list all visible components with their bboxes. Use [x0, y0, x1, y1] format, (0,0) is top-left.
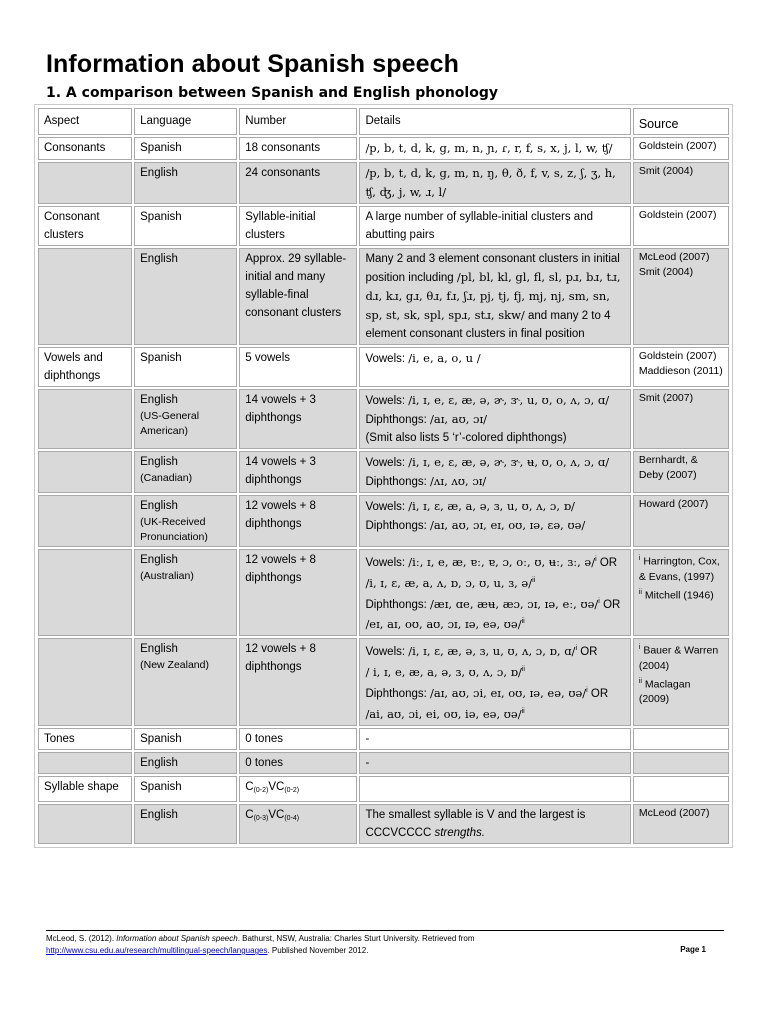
diphthongs-line	[365, 682, 624, 703]
source-line	[639, 551, 723, 585]
number-cell: 12 vowels + 8 diphthongs	[239, 638, 357, 725]
language-name: English	[140, 500, 178, 512]
number-cell: Syllable-initial clusters	[239, 206, 357, 246]
ipa-text: /aɪ, aʊ, ɔɪ, eɪ, oʊ, ɪə, ɛə, ʊə/	[430, 518, 586, 532]
aspect-cell	[38, 804, 132, 844]
language-cell: Spanish	[134, 728, 237, 750]
or-label: OR	[590, 687, 609, 700]
aspect-cell	[38, 162, 132, 204]
footer-url-link[interactable]: http://www.csu.edu.au/research/multilingual-speech/languages	[46, 946, 268, 955]
source-cell	[633, 776, 729, 802]
source-line: Smit (2004)	[638, 266, 694, 278]
diphthongs-label: Diphthongs:	[365, 598, 427, 611]
source-cell: Smit (2007)	[633, 389, 729, 449]
footnote-marker: ii	[638, 677, 642, 685]
ipa-text: /aɪ, aʊ, ɔɪ/	[430, 412, 488, 426]
language-cell: Spanish	[134, 137, 237, 160]
source-text: Harrington, Cox, & Evans, (1997)	[638, 555, 720, 583]
aspect-cell	[38, 549, 132, 636]
language-cell: Spanish	[134, 776, 237, 802]
ipa-text: /eɪ, aɪ, oʊ, aʊ, ɔɪ, ɪə, eə, ʊə/	[365, 617, 522, 632]
header-details: Details	[359, 108, 630, 135]
diphthongs-line	[365, 410, 624, 429]
vowels-line	[365, 640, 624, 661]
details-text: Many 2 and 3 element consonant clusters in initial position including	[365, 253, 620, 284]
footnote-marker: ii	[521, 618, 525, 626]
footer-work-title: Information about Spanish speech	[116, 934, 238, 943]
number-cell	[239, 776, 357, 802]
table-row	[38, 638, 729, 725]
footnote-marker: i	[638, 555, 641, 562]
vowels-line	[365, 572, 624, 593]
aspect-cell: Consonant clusters	[38, 206, 132, 246]
source-text: Bauer & Warren (2004)	[638, 644, 719, 672]
source-cell: Howard (2007)	[633, 495, 729, 547]
diphthongs-line	[365, 472, 624, 491]
details-cell	[359, 638, 630, 725]
details-text: and many 2 to 4 element consonant clusters in final position	[365, 310, 611, 340]
footnote-marker: i	[575, 645, 577, 653]
syllable-vc-range: (0-4)	[284, 814, 300, 822]
number-cell: 0 tones	[239, 728, 357, 750]
details-cell	[359, 162, 630, 204]
vowels-label: Vowels:	[365, 353, 406, 365]
footer-author: McLeod, S. (2012).	[46, 934, 115, 943]
table-row	[38, 549, 729, 636]
footnote-marker: ii	[638, 588, 642, 596]
language-cell: English	[134, 248, 237, 345]
phonology-table-frame	[34, 104, 733, 848]
number-cell: Approx. 29 syllable-initial and many syllable-final consonant clusters	[239, 248, 357, 345]
footer-citation	[46, 933, 724, 957]
source-cell: Bernhardt, & Deby (2007)	[633, 451, 729, 493]
source-cell	[633, 549, 729, 636]
header-language: Language	[134, 108, 237, 135]
ipa-text: /aɪ, aʊ, ɔi, eɪ, oʊ, ɪə, eə, ʊə/	[430, 685, 587, 700]
details-cell	[359, 248, 630, 345]
syllable-c: C	[245, 808, 254, 821]
vowels-line	[365, 551, 624, 572]
or-label: OR	[603, 598, 621, 611]
vowels-label: Vowels:	[365, 457, 406, 469]
page-title: Information about Spanish speech	[46, 50, 459, 78]
aspect-cell: Tones	[38, 728, 132, 750]
number-cell: 5 vowels	[239, 347, 357, 387]
details-note: (Smit also lists 5 ‘r’-colored diphthongs)	[365, 432, 567, 444]
vowels-line	[365, 497, 624, 516]
header-number: Number	[239, 108, 357, 135]
vowels-line	[365, 661, 624, 682]
diphthongs-line	[365, 516, 624, 535]
page-number: Page 1	[680, 945, 706, 954]
footnote-marker: ii	[532, 576, 536, 584]
language-cell: English	[134, 162, 237, 204]
details-cell	[359, 347, 630, 387]
number-cell: 12 vowels + 8 diphthongs	[239, 495, 357, 547]
ipa-text: /p, b, t, d, k, g, m, n, ɲ, ɾ, r, f, s, x, j, l, w, ʧ/	[365, 141, 613, 155]
details-cell	[359, 549, 630, 636]
language-cell	[134, 549, 237, 636]
details-cell	[359, 451, 630, 493]
source-cell	[633, 752, 729, 774]
vowels-label: Vowels:	[365, 646, 406, 659]
footnote-marker: ii	[521, 666, 525, 674]
vowels-line	[365, 391, 624, 410]
source-cell: Goldstein (2007)	[633, 137, 729, 160]
diphthongs-label: Diphthongs:	[365, 414, 427, 426]
header-aspect: Aspect	[38, 108, 132, 135]
diphthongs-label: Diphthongs:	[365, 687, 427, 700]
vowels-label: Vowels:	[365, 395, 406, 407]
source-cell: Goldstein (2007)	[633, 206, 729, 246]
vowels-label: Vowels:	[365, 501, 406, 513]
details-cell: -	[359, 728, 630, 750]
table-row	[38, 451, 729, 493]
table-row	[38, 752, 729, 774]
syllable-vc-range: (0-2)	[284, 786, 300, 794]
header-source: Source	[633, 108, 729, 135]
language-variety: (New Zealand)	[140, 659, 209, 672]
footnote-marker: i	[638, 644, 641, 652]
table-header-row	[38, 108, 729, 135]
vowels-label: Vowels:	[365, 556, 406, 569]
number-cell: 14 vowels + 3 diphthongs	[239, 389, 357, 449]
source-cell	[633, 347, 729, 387]
ipa-text: /i, ɪ, e, ɛ, æ, ə, ɚ, ɝ, ʉ, ʊ, o, ʌ, ɔ, ɑ/	[408, 455, 610, 469]
ipa-text: /æɪ, ɑe, æʉ, æɔ, ɔɪ, ɪə, eː, ʊə/	[430, 596, 599, 611]
source-cell: McLeod (2007)	[633, 804, 729, 844]
footer-published: . Published November 2012.	[267, 946, 369, 955]
source-line	[639, 674, 723, 708]
ipa-text: /pl, bl, kl, gl, fl, sl, pɹ, bɹ, tɹ, dɹ, kɹ, gɹ, θɹ, fɹ, ʃɹ, pj, tj, fj, mj, nj, sm, sn, sp, st, sk, spl, spɹ, stɹ, skw/	[365, 270, 621, 322]
diphthongs-line	[365, 613, 624, 634]
footnote-marker: i	[586, 686, 588, 694]
ipa-text: /p, b, t, d, k, g, m, n, ŋ, θ, ð, f, v, s, z, ʃ, ʒ, h, ʧ, ʤ, j, w, ɹ, l/	[365, 166, 616, 199]
aspect-cell	[38, 752, 132, 774]
syllable-vc: VC	[268, 780, 285, 793]
language-variety: (Canadian)	[140, 472, 193, 484]
ipa-text: /i, ɪ, ɛ, æ, a, ə, ɜ, u, ʊ, ʌ, ɔ, ɒ/	[408, 499, 575, 513]
language-variety: (UK-Received Pronunciation)	[140, 516, 208, 543]
source-text: Mitchell (1946)	[644, 589, 714, 601]
language-cell: Spanish	[134, 206, 237, 246]
ipa-text: / i, ɪ, e, æ, a, ə, ɜ, ʊ, ʌ, ɔ, ɒ/	[365, 664, 522, 679]
aspect-cell	[38, 638, 132, 725]
language-cell: English	[134, 804, 237, 844]
aspect-cell: Vowels and diphthongs	[38, 347, 132, 387]
diphthongs-line	[365, 593, 624, 614]
language-cell	[134, 495, 237, 547]
diphthongs-label: Diphthongs:	[365, 520, 427, 532]
number-cell	[239, 804, 357, 844]
details-cell	[359, 137, 630, 160]
footnote-marker: i	[598, 597, 600, 605]
ipa-text: /i, ɪ, ɛ, æ, ə, ɜ, u, ʊ, ʌ, ɔ, ɒ, ɑ/	[408, 644, 576, 659]
aspect-cell	[38, 248, 132, 345]
or-label: OR	[580, 646, 598, 659]
section-title: 1. A comparison between Spanish and English phonology	[46, 85, 498, 101]
table-row	[38, 495, 729, 547]
language-name: English	[140, 643, 178, 656]
aspect-cell: Syllable shape	[38, 776, 132, 802]
number-cell: 14 vowels + 3 diphthongs	[239, 451, 357, 493]
syllable-vc: VC	[268, 808, 285, 821]
aspect-cell	[38, 495, 132, 547]
source-line	[639, 585, 723, 604]
ipa-text: /i, e, a, o, u /	[408, 351, 481, 365]
source-line: Maddieson (2011)	[638, 365, 723, 377]
number-cell: 18 consonants	[239, 137, 357, 160]
number-cell: 12 vowels + 8 diphthongs	[239, 549, 357, 636]
details-cell	[359, 495, 630, 547]
number-cell: 24 consonants	[239, 162, 357, 204]
language-cell: English	[134, 752, 237, 774]
language-cell: Spanish	[134, 347, 237, 387]
footer-divider	[46, 930, 724, 931]
table-row	[38, 162, 729, 204]
language-variety: (US-General American)	[140, 410, 200, 437]
ipa-text: /i, ɪ, e, ɛ, æ, ə, ɚ, ɝ, u, ʊ, o, ʌ, ɔ, ɑ/	[408, 393, 610, 407]
details-cell	[359, 804, 630, 844]
ipa-text: /iː, ɪ, e, æ, ɐː, ɐ, ɔ, oː, ʊ, ʉː, ɜː, ə/	[408, 554, 596, 569]
aspect-cell	[38, 389, 132, 449]
language-name: English	[140, 456, 178, 468]
details-cell: A large number of syllable-initial clusters and abutting pairs	[359, 206, 630, 246]
language-name: English	[140, 554, 178, 566]
source-cell	[633, 248, 729, 345]
language-cell	[134, 638, 237, 725]
language-variety: (Australian)	[140, 570, 194, 582]
syllable-c: C	[245, 780, 254, 793]
or-label: OR	[599, 556, 618, 569]
table-row	[38, 347, 729, 387]
details-italic: strengths.	[434, 826, 485, 839]
syllable-c-range: (0-3)	[253, 814, 269, 822]
source-line: McLeod (2007)	[638, 251, 710, 263]
vowels-line	[365, 453, 624, 472]
footer-publisher: . Bathurst, NSW, Australia: Charles Sturt University. Retrieved from	[237, 934, 475, 943]
source-line	[639, 640, 723, 674]
details-cell: -	[359, 752, 630, 774]
details-cell	[359, 776, 630, 802]
language-cell	[134, 389, 237, 449]
source-cell	[633, 638, 729, 725]
syllable-c-range: (0-2)	[253, 786, 269, 794]
table-row	[38, 137, 729, 160]
language-name: English	[140, 394, 178, 406]
footnote-marker: ii	[521, 707, 525, 715]
diphthongs-label: Diphthongs:	[365, 476, 427, 488]
details-text: The smallest syllable is V and the largest is CCCVCCCC	[365, 808, 586, 839]
table-row	[38, 776, 729, 802]
source-cell: Smit (2004)	[633, 162, 729, 204]
source-line: Goldstein (2007)	[638, 350, 717, 362]
aspect-cell	[38, 451, 132, 493]
diphthongs-line	[365, 703, 624, 724]
ipa-text: /ʌɪ, ʌʊ, ɔɪ/	[430, 474, 487, 488]
table-row	[38, 206, 729, 246]
number-cell: 0 tones	[239, 752, 357, 774]
footnote-marker: i	[595, 556, 597, 563]
table-row	[38, 248, 729, 345]
details-cell	[359, 389, 630, 449]
ipa-text: /i, ɪ, ɛ, æ, a, ʌ, ɒ, ɔ, ʊ, u, ɜ, ə/	[365, 575, 533, 590]
table-row	[38, 389, 729, 449]
source-cell	[633, 728, 729, 750]
phonology-comparison-table	[36, 106, 731, 846]
ipa-text: /ai, aʊ, ɔi, ei, oʊ, iə, eə, ʊə/	[365, 706, 522, 721]
language-cell	[134, 451, 237, 493]
source-text: Maclagan (2009)	[638, 678, 691, 706]
table-row	[38, 804, 729, 844]
aspect-cell: Consonants	[38, 137, 132, 160]
table-row	[38, 728, 729, 750]
